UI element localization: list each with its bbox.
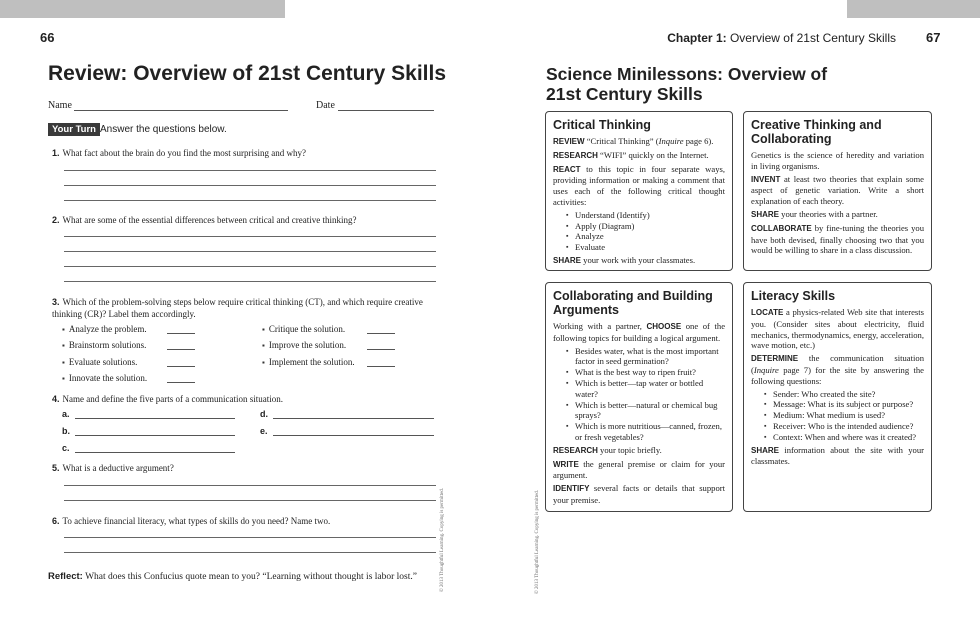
keyword: REVIEW — [553, 137, 585, 146]
reflect-text: What does this Confucius quote mean to you? “Learning without thought is labor lost.” — [85, 572, 417, 582]
creative-thinking-box — [743, 111, 932, 271]
italic-text: Inquire — [753, 364, 779, 375]
keyword: RESEARCH — [553, 150, 598, 160]
box-title: Collaborating and Building Arguments — [553, 289, 713, 317]
list-item: ▪ Analyze — [575, 231, 725, 242]
q4-letter: a. — [62, 409, 70, 419]
box-title: Critical Thinking — [553, 118, 651, 132]
box-paragraph — [553, 255, 725, 267]
question-text: Name and define the five parts of a communication situation. — [62, 394, 283, 404]
text: Working with a partner, — [553, 321, 647, 331]
text: page 7) for the site by answering the following questions: — [751, 364, 924, 386]
question-1 — [52, 147, 432, 159]
q3-answer-blank[interactable] — [167, 349, 195, 350]
question-number: 6. — [52, 516, 60, 526]
text: “Critical Thinking” ( — [584, 136, 659, 146]
list-item: ▪ Apply (Diagram) — [575, 221, 725, 232]
question-3 — [52, 296, 432, 320]
answer-line[interactable] — [64, 251, 436, 252]
box-paragraph — [553, 150, 725, 162]
box-paragraph — [751, 353, 924, 386]
list-item: ▪ Message: What is its subject or purpose? — [773, 399, 924, 410]
reflect-prompt — [48, 571, 417, 582]
box-paragraph — [553, 321, 725, 344]
answer-line[interactable] — [64, 185, 436, 186]
box-paragraph — [553, 164, 725, 208]
keyword: INVENT — [751, 174, 781, 184]
q4-letter: b. — [62, 426, 70, 436]
q3-answer-blank[interactable] — [167, 366, 195, 367]
q3-option: ▪ Brainstorm solutions. — [62, 340, 146, 350]
critical-thinking-box — [545, 111, 733, 271]
text: your theories with a partner. — [779, 208, 878, 219]
date-label: Date — [316, 100, 335, 111]
keyword: IDENTIFY — [553, 484, 590, 494]
keyword: WRITE — [553, 459, 579, 469]
list-item: ▪ Which is better—tap water or bottled water? — [575, 378, 725, 400]
keyword: LOCATE — [751, 308, 784, 317]
answer-line[interactable] — [64, 485, 436, 486]
list-item: ▪ Evaluate — [575, 242, 725, 253]
answer-line[interactable] — [64, 266, 436, 267]
your-turn-badge: Your Turn — [48, 123, 100, 136]
keyword: CHOOSE — [646, 322, 682, 331]
question-4 — [52, 393, 432, 405]
text: to this topic in four separate ways, providing information or making a comment that uses each of the following critical thought activities: — [553, 163, 725, 207]
text: at least two theories that explain some aspect of genetic variation. Write a short explanation of each theory. — [751, 173, 924, 207]
box-title: Creative Thinking and Collaborating — [751, 118, 882, 146]
q4-letter: d. — [260, 409, 268, 419]
keyword: SHARE — [553, 255, 582, 265]
page-number-right: 67 — [926, 30, 941, 45]
q4-letter: c. — [62, 443, 70, 453]
question-number: 1. — [52, 148, 60, 158]
text: the communication situation ( — [751, 353, 924, 375]
page-title-right: Science Minilessons: Overview of 21st Century Skills — [546, 64, 828, 104]
answer-line[interactable] — [64, 236, 436, 237]
reflect-label: Reflect: — [48, 571, 83, 582]
box-paragraph — [553, 459, 725, 482]
question-6 — [52, 515, 432, 527]
text: a physics-related Web site that interests you. (Consider sites about electricity, fluid mechanics, thermodynamics, energy, acceleration, wave motion, etc.) — [751, 307, 924, 351]
q3-option: ▪ Analyze the problem. — [62, 324, 147, 334]
running-head-title: Overview of 21st Century Skills — [726, 31, 896, 45]
bullet-list — [751, 389, 924, 443]
list-item: ▪ Receiver: Who is the intended audience? — [773, 421, 924, 432]
list-item: ▪ Which is more nutritious—canned, frozen, or fresh vegetables? — [575, 421, 725, 443]
question-text: What fact about the brain do you find the most surprising and why? — [62, 148, 306, 158]
q4-answer-line[interactable] — [75, 418, 235, 419]
q3-option: ▪ Evaluate solutions. — [62, 357, 137, 367]
box-paragraph — [751, 174, 924, 207]
name-label: Name — [48, 100, 72, 111]
keyword: REACT — [553, 164, 581, 174]
keyword: SHARE — [751, 445, 780, 455]
q3-option: ▪ Innovate the solution. — [62, 373, 147, 383]
question-5 — [52, 462, 432, 474]
q4-answer-line[interactable] — [75, 452, 235, 453]
running-head-chapter: Chapter 1: — [667, 31, 727, 45]
text: the general premise or claim for your argument. — [553, 458, 725, 481]
q3-answer-blank[interactable] — [167, 382, 195, 383]
list-item: ▪ Sender: Who created the site? — [773, 389, 924, 400]
keyword: SHARE — [751, 209, 780, 219]
italic-text: Inquire — [658, 136, 684, 146]
q4-answer-line[interactable] — [75, 435, 235, 436]
box-title: Literacy Skills — [751, 289, 836, 303]
page-number-left: 66 — [40, 30, 55, 45]
building-arguments-box — [545, 282, 733, 512]
text: “WIFI” quickly on the Internet. — [597, 149, 709, 160]
date-field[interactable] — [338, 110, 434, 111]
box-paragraph — [751, 307, 924, 351]
q3-option: ▪ Improve the solution. — [262, 340, 346, 350]
question-text: What is a deductive argument? — [62, 463, 174, 473]
question-text: To achieve financial literacy, what types of skills do you need? Name two. — [62, 516, 331, 526]
box-paragraph — [751, 209, 924, 221]
literacy-skills-box — [743, 282, 932, 512]
q4-letter: e. — [260, 426, 268, 436]
text: by fine-tuning the theories you have both devised, finally choosing two that you would be willing to share in a class discussion. — [751, 222, 924, 256]
answer-line[interactable] — [64, 552, 436, 553]
list-item: ▪ Understand (Identify) — [575, 210, 725, 221]
top-bar-left — [0, 0, 285, 18]
running-head — [667, 31, 896, 45]
answer-line[interactable] — [64, 500, 436, 501]
list-item: ▪ What is the best way to ripen fruit? — [575, 367, 725, 378]
box-paragraph — [553, 483, 725, 506]
q4-answer-line[interactable] — [273, 418, 434, 419]
text: one of the following topics for building a logical argument. — [553, 321, 726, 343]
keyword: DETERMINE — [751, 354, 799, 364]
list-item: ▪ Besides water, what is the most important factor in seed germination? — [575, 346, 725, 368]
answer-line[interactable] — [64, 200, 436, 201]
answer-line[interactable] — [64, 537, 436, 538]
answer-line[interactable] — [64, 281, 436, 282]
answer-line[interactable] — [64, 170, 436, 171]
text: your work with your classmates. — [581, 254, 696, 265]
copyright-left: © 2013 Thoughtful Learning. Copying is permitted. — [440, 488, 445, 592]
q3-answer-blank[interactable] — [367, 333, 395, 334]
page-title-left: Review: Overview of 21st Century Skills — [48, 62, 446, 85]
box-paragraph: Genetics is the science of heredity and variation in living organisms. — [751, 150, 924, 171]
keyword: COLLABORATE — [751, 223, 812, 233]
text: your topic briefly. — [597, 444, 662, 455]
box-paragraph — [751, 445, 924, 468]
bullet-list — [553, 346, 725, 443]
top-bar-right — [847, 0, 980, 18]
text: information about the site with your classmates. — [751, 444, 924, 467]
keyword: RESEARCH — [553, 445, 598, 455]
question-2 — [52, 214, 432, 226]
q3-option: ▪ Critique the solution. — [262, 324, 345, 334]
q3-option: ▪ Implement the solution. — [262, 357, 355, 367]
name-field[interactable] — [74, 110, 288, 111]
question-number: 4. — [52, 394, 60, 404]
q3-answer-blank[interactable] — [367, 366, 395, 367]
question-text: Which of the problem-solving steps below require critical thinking (CT), and which require creative thinking (CR)? Label them accordingly. — [52, 297, 423, 319]
copyright-right: © 2013 Thoughtful Learning. Copying is permitted. — [535, 490, 540, 594]
your-turn-instructions: Answer the questions below. — [100, 124, 227, 135]
box-paragraph — [553, 136, 725, 148]
q4-answer-line[interactable] — [273, 435, 434, 436]
box-paragraph — [751, 223, 924, 256]
q3-answer-blank[interactable] — [367, 349, 395, 350]
question-number: 2. — [52, 215, 60, 225]
text: page 6). — [683, 136, 714, 146]
list-item: ▪ Context: When and where was it created? — [773, 432, 924, 443]
text: several facts or details that support your premise. — [553, 483, 725, 505]
list-item: ▪ Medium: What medium is used? — [773, 410, 924, 421]
question-number: 3. — [52, 297, 60, 307]
question-number: 5. — [52, 463, 60, 473]
box-paragraph — [553, 445, 725, 457]
q3-answer-blank[interactable] — [167, 333, 195, 334]
list-item: ▪ Which is better—natural or chemical bug sprays? — [575, 400, 725, 422]
bullet-list — [553, 210, 725, 253]
question-text: What are some of the essential differences between critical and creative thinking? — [62, 215, 357, 225]
